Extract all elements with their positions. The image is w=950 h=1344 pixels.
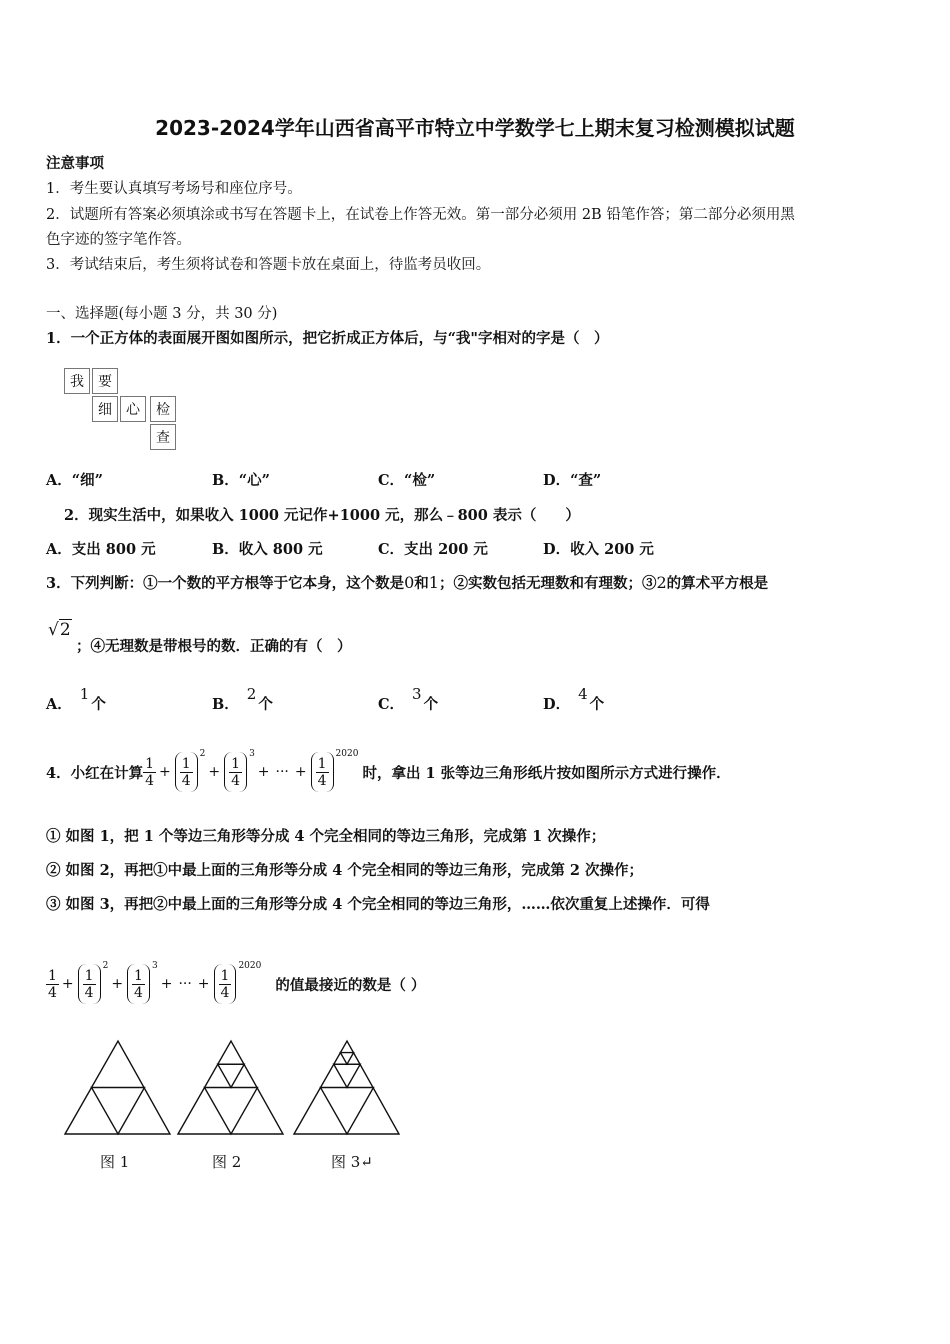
q4-step: ① 如图 1，把 1 个等边三角形等分成 4 个完全相同的等边三角形，完成第 1 次操作； bbox=[46, 828, 606, 845]
cube-cell: 查 bbox=[150, 424, 176, 450]
question-2-stem: 2．现实生活中，如果收入 1000 元记作+1000 元，那么﹣800 表示（ ） bbox=[64, 507, 580, 524]
option-number: 2 bbox=[246, 685, 257, 703]
paren-group bbox=[224, 752, 247, 792]
exponent: 2 bbox=[199, 749, 206, 759]
sqrt-radicand: 2 bbox=[59, 620, 71, 640]
q3-option-a[interactable] bbox=[46, 685, 106, 714]
cube-cell: 检 bbox=[150, 396, 176, 422]
plus-sign: + bbox=[208, 764, 221, 780]
q2-option-a[interactable]: A．支出 800 元 bbox=[46, 541, 156, 558]
paren-group bbox=[175, 752, 198, 792]
denominator: 4 bbox=[317, 772, 327, 789]
cube-cell: 要 bbox=[92, 368, 118, 394]
option-unit: 个 bbox=[258, 696, 273, 713]
question-4-stem bbox=[46, 746, 731, 798]
fraction bbox=[132, 968, 145, 1001]
question-1-stem: 1．一个正方体的表面展开图如图所示，把它折成正方体后，与“我"字相对的字是（ ） bbox=[46, 330, 609, 347]
plus-sign: + bbox=[111, 976, 124, 992]
figure-2-triangle bbox=[178, 1041, 283, 1134]
fraction bbox=[229, 756, 242, 789]
numerator: 1 bbox=[48, 967, 57, 984]
q3-and: 和 bbox=[414, 575, 429, 592]
figure-caption-2: 图 2 bbox=[212, 1153, 242, 1171]
numerator: 1 bbox=[84, 967, 94, 984]
numerator: 1 bbox=[317, 755, 327, 772]
q3-zero: 0 bbox=[404, 573, 415, 592]
fraction bbox=[219, 968, 232, 1001]
q4-step: ③ 如图 3，再把②中最上面的三角形等分成 4 个完全相同的等边三角形，……依次重复上述操作．可得 bbox=[46, 896, 710, 913]
fraction bbox=[46, 968, 59, 1001]
plus-sign: + bbox=[257, 764, 270, 780]
option-number: 4 bbox=[578, 685, 588, 703]
plus-sign: + bbox=[197, 976, 210, 992]
fraction bbox=[180, 756, 193, 789]
q4-tail: 时，拿出 1 张等边三角形纸片按如图所示方式进行操作． bbox=[362, 764, 731, 782]
q3-stem-part: 的算术平方根是 bbox=[666, 575, 769, 592]
q3-stem-part: ；②实数包括无理数和有理数；③ bbox=[438, 575, 657, 592]
paren-group bbox=[311, 752, 334, 792]
numerator: 1 bbox=[134, 967, 143, 984]
figure-caption-3: 图 3↵ bbox=[331, 1153, 373, 1171]
cube-cell: 我 bbox=[64, 368, 90, 394]
exponent: 3 bbox=[151, 961, 158, 971]
exponent: 3 bbox=[249, 749, 255, 759]
sqrt-sign: √ bbox=[48, 620, 59, 640]
question-3-stem bbox=[46, 572, 768, 593]
notice-item: 3．考试结束后，考生须将试卷和答题卡放在桌面上，待监考员收回。 bbox=[46, 257, 491, 273]
notice-item: 色字迹的签字笔作答。 bbox=[46, 232, 191, 248]
q4-question: 的值最接近的数是（ ） bbox=[275, 976, 426, 994]
plus-sign: + bbox=[160, 976, 173, 992]
exponent: 2020 bbox=[238, 961, 262, 971]
q3-stem-part: 3．下列判断：①一个数的平方根等于它本身，这个数是 bbox=[46, 575, 405, 592]
plus-sign: + bbox=[159, 764, 171, 780]
option-number: 3 bbox=[412, 685, 422, 703]
denominator: 4 bbox=[231, 772, 241, 789]
question-4-formula-line bbox=[46, 956, 425, 1012]
fraction bbox=[316, 756, 329, 789]
q3-two: 2 bbox=[656, 573, 667, 592]
q3-option-c[interactable] bbox=[378, 685, 439, 714]
q4-step: ② 如图 2，再把①中最上面的三角形等分成 4 个完全相同的等边三角形，完成第 2 次操作； bbox=[46, 862, 644, 879]
denominator: 4 bbox=[181, 772, 191, 789]
plus-sign: + bbox=[294, 764, 307, 780]
q1-option-c[interactable]: C．“检” bbox=[378, 472, 436, 489]
denominator: 4 bbox=[220, 984, 230, 1001]
figure-3-triangle bbox=[294, 1041, 399, 1134]
sqrt-expression bbox=[48, 620, 72, 640]
option-unit: 个 bbox=[423, 696, 439, 713]
option-label: B． bbox=[212, 696, 239, 713]
notice-item: 2．试题所有答案必须填涂或书写在答题卡上，在试卷上作答无效。第一部分必须用 2B 铅笔作答；第二部分必须用黑 bbox=[46, 207, 795, 223]
exponent: 2020 bbox=[335, 749, 359, 759]
option-label: D． bbox=[543, 696, 571, 713]
paren-group bbox=[214, 964, 237, 1004]
numerator: 1 bbox=[181, 755, 191, 772]
ellipsis: ··· bbox=[275, 764, 289, 780]
denominator: 4 bbox=[84, 984, 94, 1001]
figure-1-triangle bbox=[65, 1041, 170, 1134]
question-3-stem-end: ；④无理数是带根号的数．正确的有（ ） bbox=[76, 638, 352, 655]
option-label: A． bbox=[46, 696, 72, 713]
q1-option-a[interactable]: A．“细” bbox=[46, 472, 103, 489]
q1-option-b[interactable]: B．“心” bbox=[212, 472, 270, 489]
q1-option-d[interactable]: D．“查” bbox=[543, 472, 602, 489]
page-title: 2023-2024学年山西省高平市特立中学数学七上期末复习检测模拟试题 bbox=[155, 116, 795, 140]
q4-lead: 4．小红在计算 bbox=[46, 764, 144, 782]
option-number: 1 bbox=[79, 685, 90, 703]
q3-one: 1 bbox=[428, 573, 439, 592]
series-formula bbox=[46, 961, 262, 1004]
section-heading: 一、选择题(每小题 3 分，共 30 分) bbox=[46, 306, 278, 322]
ellipsis: ··· bbox=[178, 976, 192, 992]
numerator: 1 bbox=[220, 967, 230, 984]
q2-option-d[interactable]: D．收入 200 元 bbox=[543, 541, 654, 558]
q3-option-d[interactable] bbox=[543, 685, 605, 714]
cube-cell: 心 bbox=[120, 396, 146, 422]
denominator: 4 bbox=[134, 984, 143, 1001]
cube-cell: 细 bbox=[92, 396, 118, 422]
paren-group bbox=[78, 964, 101, 1004]
series-formula bbox=[143, 749, 359, 792]
fraction bbox=[143, 756, 156, 789]
triangle-figures bbox=[58, 1036, 408, 1141]
paren-group bbox=[127, 964, 150, 1004]
option-unit: 个 bbox=[91, 696, 106, 713]
numerator: 1 bbox=[145, 755, 155, 772]
fraction bbox=[83, 968, 96, 1001]
option-label: C． bbox=[378, 696, 405, 713]
numerator: 1 bbox=[231, 755, 241, 772]
denominator: 4 bbox=[48, 984, 57, 1001]
option-unit: 个 bbox=[589, 696, 605, 713]
notice-item: 1．考生要认真填写考场号和座位序号。 bbox=[46, 181, 302, 197]
figure-caption-1: 图 1 bbox=[100, 1153, 130, 1171]
q2-option-c[interactable]: C．支出 200 元 bbox=[378, 541, 488, 558]
q3-option-b[interactable] bbox=[212, 685, 273, 714]
exponent: 2 bbox=[102, 961, 109, 971]
q2-option-b[interactable]: B．收入 800 元 bbox=[212, 541, 323, 558]
notice-heading: 注意事项 bbox=[46, 155, 104, 172]
denominator: 4 bbox=[145, 772, 155, 789]
plus-sign: + bbox=[61, 976, 74, 992]
